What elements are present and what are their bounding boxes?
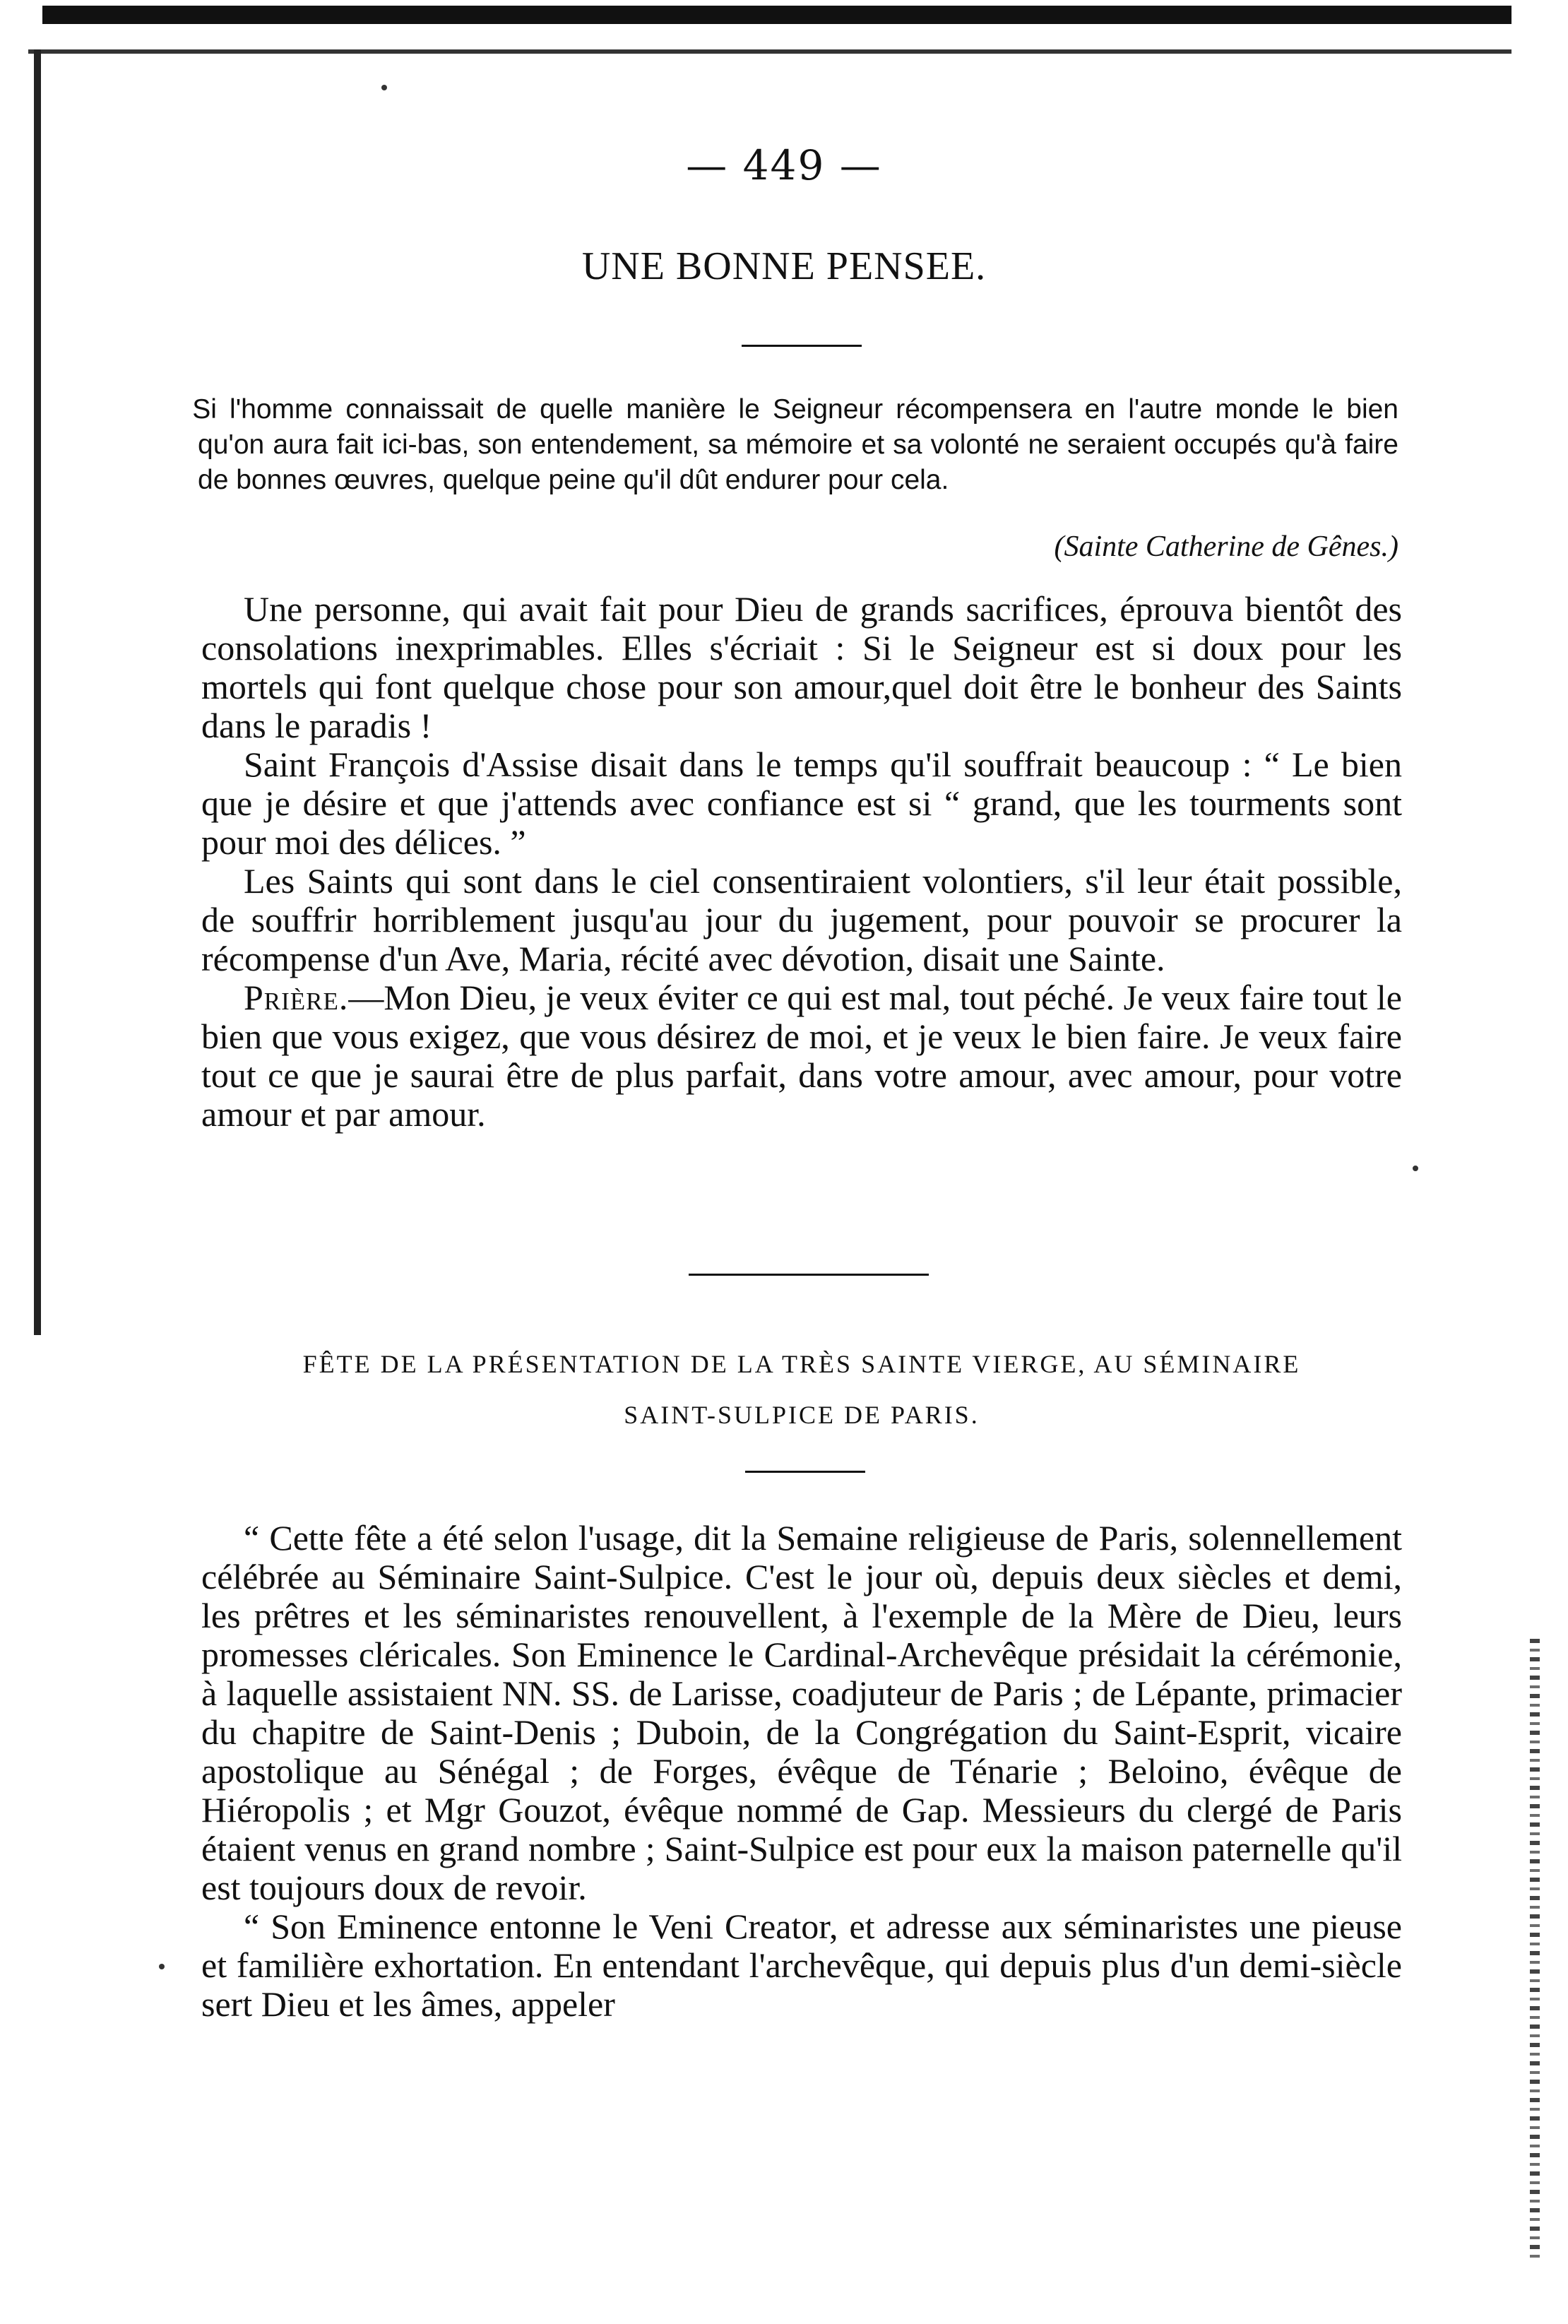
scan-speck bbox=[159, 1964, 165, 1969]
paragraph: Saint François d'Assise disait dans le temps qu'il souffrait beaucoup : “ Le bien que je désire et que j'attends avec confiance est si “ grand, que les tourments sont pour moi des délices. ” bbox=[201, 745, 1402, 862]
scan-right-noise bbox=[1530, 1639, 1540, 2260]
prayer-text: —Mon Dieu, je veux éviter ce qui est mal, tout péché. Je veux faire tout le bien que vous exigez, que vous désirez de moi, et je veux le bien faire. Je veux faire tout ce que je saurai être de plus parfait, dans votre amour, avec amour, pour votre amour et par amour. bbox=[201, 978, 1402, 1134]
scan-top-bar bbox=[42, 6, 1511, 24]
section2-title bbox=[201, 1339, 1402, 1440]
section2-title-line1: FÊTE DE LA PRÉSENTATION DE LA TRÈS SAINTE VIERGE, AU SÉMINAIRE bbox=[302, 1350, 1301, 1378]
epigraph-attribution: (Sainte Catherine de Gênes.) bbox=[1054, 530, 1398, 563]
section-divider bbox=[689, 1274, 929, 1276]
page-number: — 449 — bbox=[686, 141, 882, 189]
section2-rule bbox=[745, 1471, 865, 1473]
scan-speck bbox=[381, 85, 387, 90]
section1-body bbox=[201, 590, 1402, 1134]
scan-left-edge bbox=[34, 49, 41, 1335]
prayer-paragraph bbox=[201, 978, 1402, 1134]
epigraph-text: Si l'homme connaissait de quelle manière le Seigneur récompensera en l'autre monde le bien qu'on aura fait ici-bas, son entendement, sa mémoire et sa volonté ne seraient occupés qu'à faire de bonnes œuvres, quelque peine qu'il dût endurer pour cela. bbox=[192, 394, 1398, 495]
paragraph: Une personne, qui avait fait pour Dieu de grands sacrifices, éprouva bientôt des consolations inexprimables. Elles s'écriait : Si le Seigneur est si doux pour les mortels qui font quelque chose pour son amour,quel doit être le bonheur des Saints dans le paradis ! bbox=[201, 589, 1402, 745]
scan-speck bbox=[1413, 1166, 1418, 1171]
prayer-label: Prière. bbox=[244, 978, 349, 1017]
title-rule bbox=[742, 345, 862, 347]
section2-title-line2: SAINT-SULPICE DE PARIS. bbox=[624, 1401, 980, 1429]
scan-top-line bbox=[28, 49, 1511, 54]
epigraph bbox=[192, 392, 1398, 498]
paragraph: “ Son Eminence entonne le Veni Creator, et adresse aux séminaristes une pieuse et familière exhortation. En entendant l'archevêque, qui depuis plus d'un demi-siècle sert Dieu et les âmes, appeler bbox=[201, 1907, 1402, 2024]
page-title: UNE BONNE PENSEE. bbox=[581, 244, 987, 288]
section2-body bbox=[201, 1519, 1402, 2024]
paragraph: Les Saints qui sont dans le ciel consentiraient volontiers, s'il leur était possible, de souffrir horriblement jusqu'au jour du jugement, pour pouvoir se procurer la récompense d'un Ave, Maria, récité avec dévotion, disait une Sainte. bbox=[201, 861, 1402, 978]
paragraph: “ Cette fête a été selon l'usage, dit la Semaine religieuse de Paris, solennellement célébrée au Séminaire Saint-Sulpice. C'est le jour où, depuis deux siècles et demi, les prêtres et les séminaristes renouvellent, à l'exemple de la Mère de Dieu, leurs promesses cléricales. Son Eminence le Cardinal-Archevêque présidait la cérémonie, à laquelle assistaient NN. SS. de Larisse, coadjuteur de Paris ; de Lépante, primacier du chapitre de Saint-Denis ; Duboin, de la Congrégation du Saint-Esprit, vicaire apostolique au Sénégal ; de Forges, évêque de Ténarie ; Beloino, évêque de Hiéropolis ; et Mgr Gouzot, évêque nommé de Gap. Messieurs du clergé de Paris étaient venus en grand nombre ; Saint-Sulpice est pour eux la maison paternelle qu'il est toujours doux de revoir. bbox=[201, 1518, 1402, 1907]
